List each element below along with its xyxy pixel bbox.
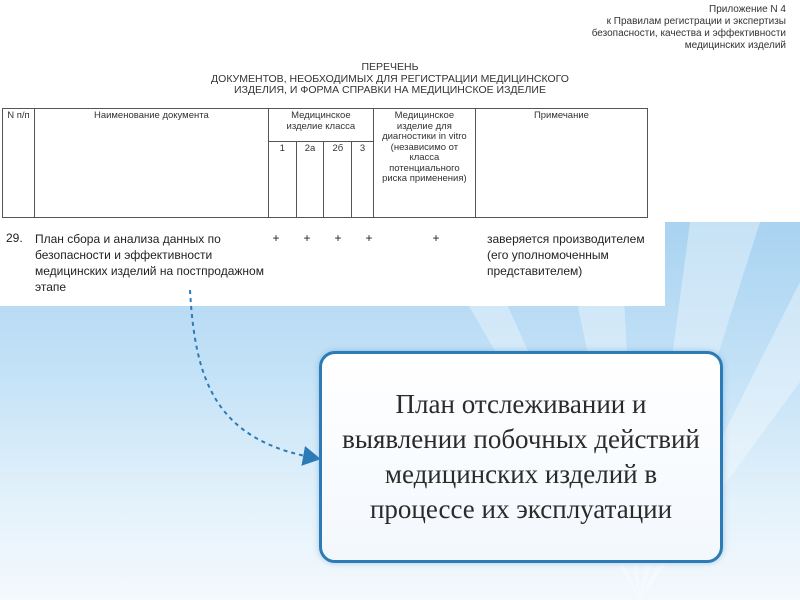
header-class-3: 3 [352, 142, 374, 218]
row-mark-invitro: + [432, 231, 440, 245]
annex-line: медицинских изделий [684, 40, 786, 51]
row-mark-class-2b: + [334, 231, 342, 245]
header-class-2b: 2б [324, 142, 352, 218]
row-mark-class-1: + [272, 231, 280, 245]
row-mark-class-2a: + [303, 231, 311, 245]
list-title-line: ИЗДЕЛИЯ, И ФОРМА СПРАВКИ НА МЕДИЦИНСКОЕ ИЗДЕЛИЕ [234, 84, 546, 96]
header-class: Медицинское изделие класса [268, 109, 373, 142]
callout-box [319, 351, 723, 563]
header-name: Наименование документа [34, 109, 268, 218]
row-mark-class-3: + [365, 231, 373, 245]
row-document-name: План сбора и анализа данных по безопасности и эффективности медицинских изделий на постпродажном этапе [35, 232, 264, 294]
header-invitro: Медицинское изделие для диагностики in vitro (независимо от класса потенциального риска применения) [373, 109, 475, 218]
annex-line: к Правилам регистрации и экспертизы [606, 16, 786, 27]
annex-line: безопасности, качества и эффективности [591, 28, 786, 39]
annex-line: Приложение N 4 [709, 4, 786, 15]
callout-text: План отслеживании и выявлении побочных действий медицинских изделий в процессе их эксплуатации [342, 389, 700, 524]
header-class-2a: 2а [296, 142, 324, 218]
row-number: 29. [6, 231, 23, 245]
header-num: N п/п [3, 109, 35, 218]
row-note: заверяется производителем (его уполномоченным представителем) [487, 232, 645, 278]
header-class-1: 1 [268, 142, 296, 218]
list-title-line: ПЕРЕЧЕНЬ [361, 61, 419, 73]
header-note: Примечание [475, 109, 647, 218]
list-title-line: ДОКУМЕНТОВ, НЕОБХОДИМЫХ ДЛЯ РЕГИСТРАЦИИ МЕДИЦИНСКОГО [211, 72, 569, 85]
